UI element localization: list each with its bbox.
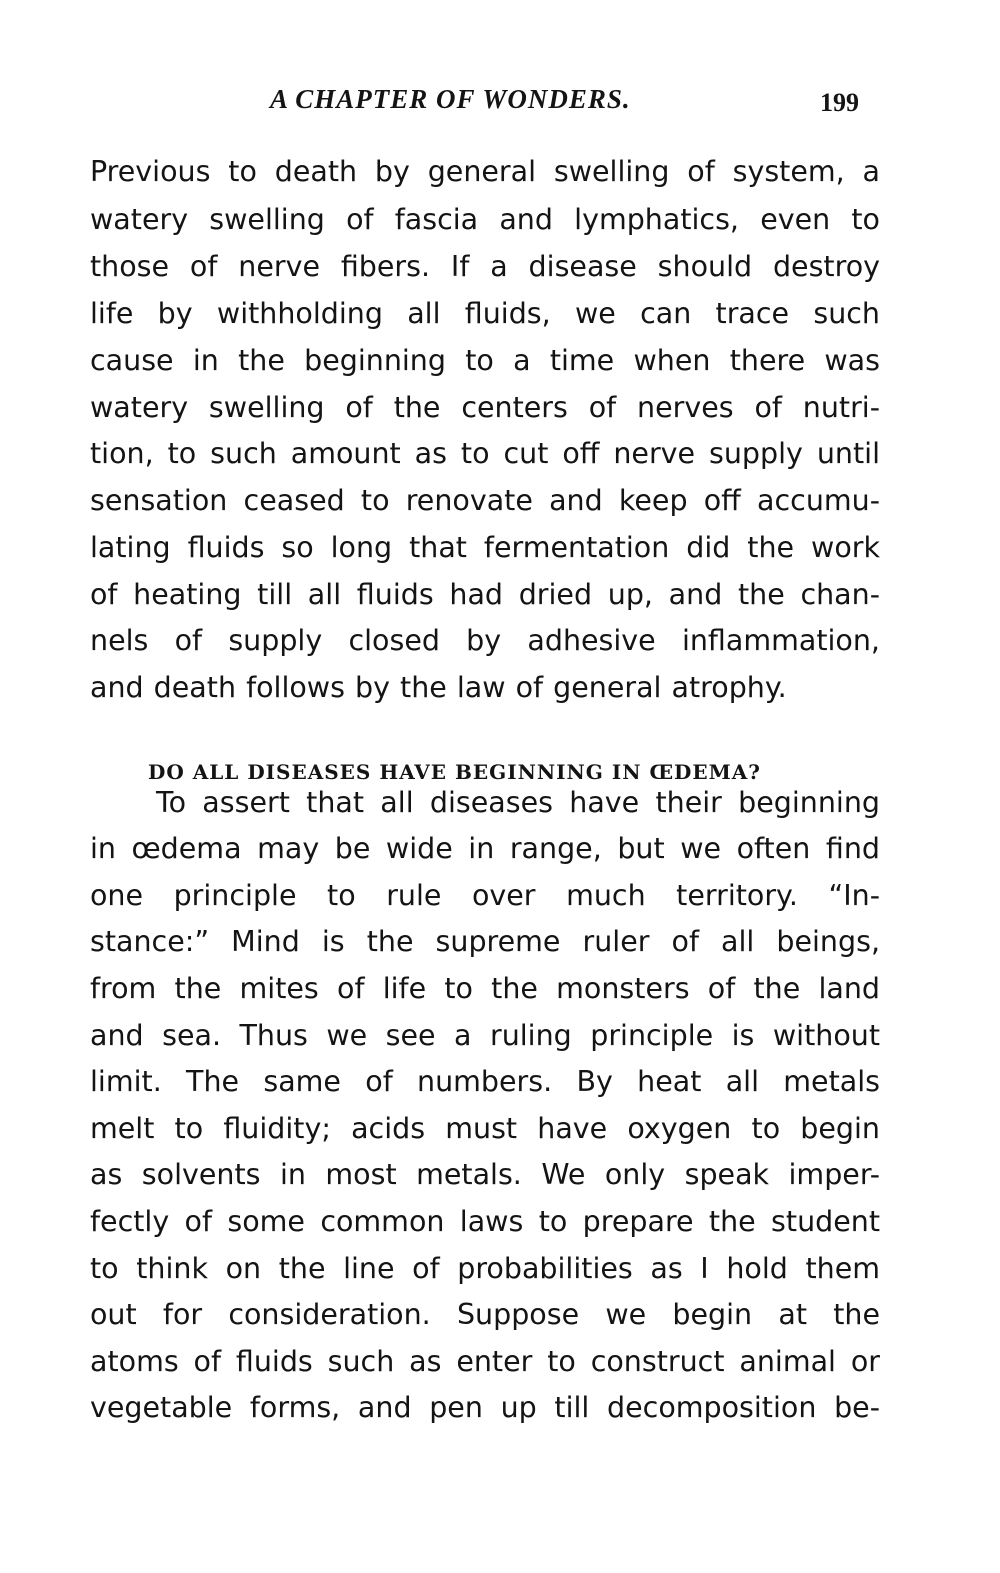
text-line: Previous to death by general swelling of system, a <box>90 155 880 188</box>
text-line: lating fluids so long that fermentation did the work <box>90 531 880 564</box>
text-line: To assert that all diseases have their beginning <box>156 786 880 819</box>
text-line: one principle to rule over much territory. “In- <box>90 879 880 912</box>
text-line: atoms of fluids such as enter to construct animal or <box>90 1345 880 1378</box>
running-title: A CHAPTER OF WONDERS. <box>270 84 631 114</box>
text-line: and sea. Thus we see a ruling principle is without <box>90 1019 880 1052</box>
text-line: as solvents in most metals. We only speak imper- <box>90 1158 880 1191</box>
text-line: cause in the beginning to a time when there was <box>90 344 880 377</box>
text-line: watery swelling of the centers of nerves of nutri- <box>90 391 880 424</box>
text-line: and death follows by the law of general atrophy. <box>90 671 787 704</box>
text-line: melt to fluidity; acids must have oxygen to begin <box>90 1112 880 1145</box>
text-line: from the mites of life to the monsters of the land <box>90 972 880 1005</box>
text-line: limit. The same of numbers. By heat all metals <box>90 1065 880 1098</box>
text-line: vegetable forms, and pen up till decomposition be- <box>90 1391 880 1424</box>
text-line: watery swelling of fascia and lymphatics, even to <box>90 203 880 236</box>
section-heading: DO ALL DISEASES HAVE BEGINNING IN ŒDEMA? <box>148 760 762 784</box>
text-line: to think on the line of probabilities as I hold them <box>90 1252 880 1285</box>
text-line: stance:” Mind is the supreme ruler of all beings, <box>90 925 880 958</box>
text-line: sensation ceased to renovate and keep off accumu- <box>90 484 880 517</box>
text-line: nels of supply closed by adhesive inflammation, <box>90 624 880 657</box>
text-line: fectly of some common laws to prepare the student <box>90 1205 880 1238</box>
text-line: in œdema may be wide in range, but we often find <box>90 832 880 865</box>
text-line: out for consideration. Suppose we begin at the <box>90 1298 880 1331</box>
text-line: life by withholding all fluids, we can trace such <box>90 297 880 330</box>
text-line: tion, to such amount as to cut off nerve supply until <box>90 437 880 470</box>
page-number: 199 <box>820 88 859 117</box>
text-line: those of nerve fibers. If a disease should destroy <box>90 250 880 283</box>
text-line: of heating till all fluids had dried up, and the chan- <box>90 578 880 611</box>
